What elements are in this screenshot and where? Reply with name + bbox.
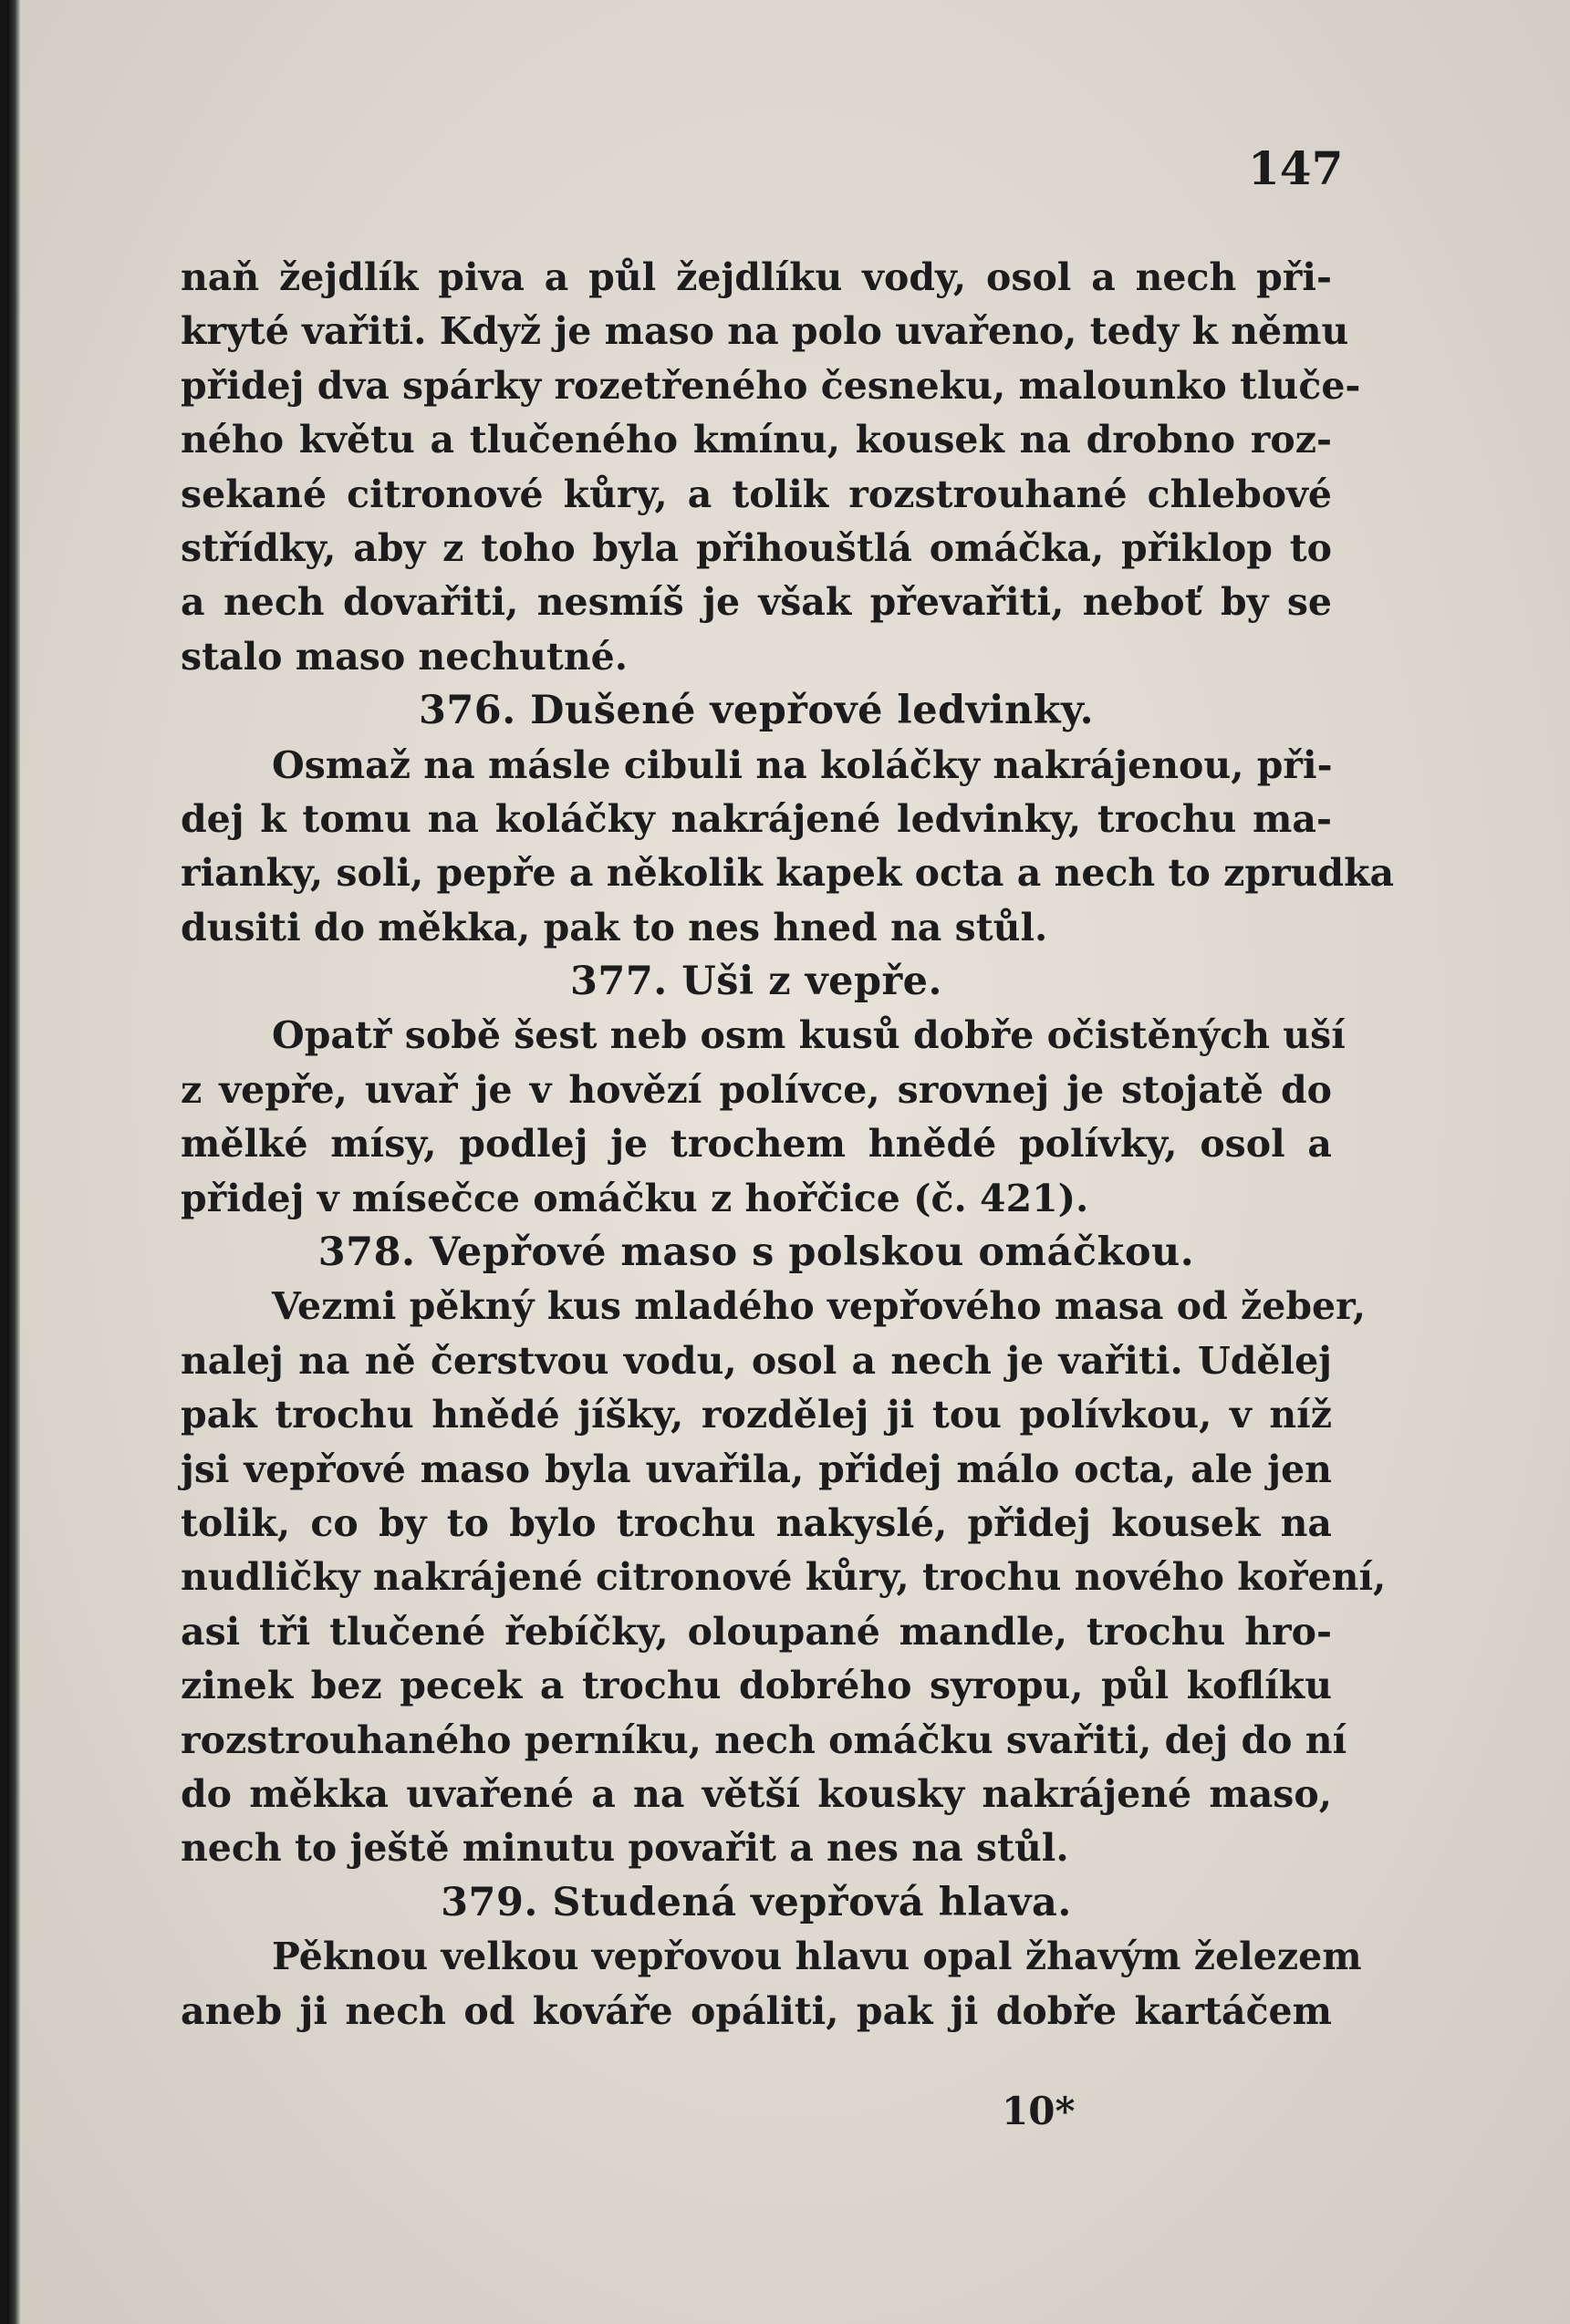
text-line: rianky, soli, pepře a několik kapek octa a nech to zprudka xyxy=(181,851,1395,896)
text-line: přidej v mísečce omáčku z hořčice (č. 421). xyxy=(181,1176,1089,1220)
page-binding-edge xyxy=(7,0,20,2324)
recipe-heading: 377. Uši z vepře. xyxy=(570,959,942,1005)
text-line: a nech dovařiti, nesmíš je však převařiti, neboť by se xyxy=(181,580,1332,625)
text-line: dusiti do měkka, pak to nes hned na stůl. xyxy=(181,905,1048,949)
text-line: dej k tomu na koláčky nakrájené ledvinky, trochu ma- xyxy=(181,796,1332,841)
text-line: nudličky nakrájené citronové kůry, trochu nového koření, xyxy=(181,1555,1387,1600)
text-line: stalo maso nechutné. xyxy=(181,634,629,679)
recipe-heading: 379. Studená vepřová hlava. xyxy=(441,1879,1072,1925)
text-line: asi tři tlučené řebíčky, oloupané mandle, trochu hro- xyxy=(181,1609,1332,1654)
text-line: pak trochu hnědé jíšky, rozdělej ji tou polívkou, v níž xyxy=(181,1393,1332,1437)
text-line: rozstrouhaného perníku, nech omáčku svařiti, dej do ní xyxy=(181,1717,1347,1762)
text-line: kryté vařiti. Když je maso na polo uvařeno, tedy k němu xyxy=(181,309,1349,354)
text-line: nech to ještě minutu povařit a nes na stůl. xyxy=(181,1826,1069,1871)
text-line: do měkka uvařené a na větší kousky nakrájené maso, xyxy=(181,1771,1332,1816)
recipe-heading: 378. Vepřové maso s polskou omáčkou. xyxy=(317,1229,1195,1276)
page-number: 147 xyxy=(1248,141,1344,195)
text-line: Osmaž na másle cibuli na koláčky nakrájenou, při- xyxy=(272,742,1333,787)
text-line: přidej dva spárky rozetřeného česneku, malounko tluče- xyxy=(181,363,1361,408)
text-line: Vezmi pěkný kus mladého vepřového masa od žeber, xyxy=(272,1284,1367,1329)
text-line: Opatř sobě šest neb osm kusů dobře očistěných uší xyxy=(272,1013,1346,1058)
text-line: sekané citronové kůry, a tolik rozstrouhané chlebové xyxy=(181,472,1332,516)
text-line: tolik, co by to bylo trochu nakyslé, přidej kousek na xyxy=(181,1500,1332,1545)
book-page xyxy=(7,0,1570,2324)
recipe-heading: 376. Dušené vepřové ledvinky. xyxy=(418,688,1095,734)
text-line: z vepře, uvař je v hovězí polívce, srovnej je stojatě do xyxy=(181,1067,1332,1112)
text-line: nalej na ně čerstvou vodu, osol a nech je vařiti. Udělej xyxy=(181,1338,1332,1383)
text-line: mělké mísy, podlej je trochem hnědé polívky, osol a xyxy=(181,1122,1332,1167)
text-line: zinek bez pecek a trochu dobrého syropu, půl koflíku xyxy=(181,1664,1332,1708)
page-text xyxy=(181,251,1395,2039)
text-line: Pěknou velkou vepřovou hlavu opal žhavým železem xyxy=(272,1935,1362,1979)
signature-mark: 10* xyxy=(1002,2089,1076,2133)
text-line: jsi vepřové maso byla uvařila, přidej málo octa, ale jen xyxy=(181,1447,1332,1491)
text-line: naň žejdlík piva a půl žejdlíku vody, osol a nech při- xyxy=(181,255,1332,299)
text-line: ného květu a tlučeného kmínu, kousek na drobno roz- xyxy=(181,418,1332,462)
text-line: střídky, aby z toho byla přihouštlá omáčka, přiklop to xyxy=(181,525,1332,570)
text-line: aneb ji nech od kováře opáliti, pak ji dobře kartáčem xyxy=(181,1988,1332,2033)
